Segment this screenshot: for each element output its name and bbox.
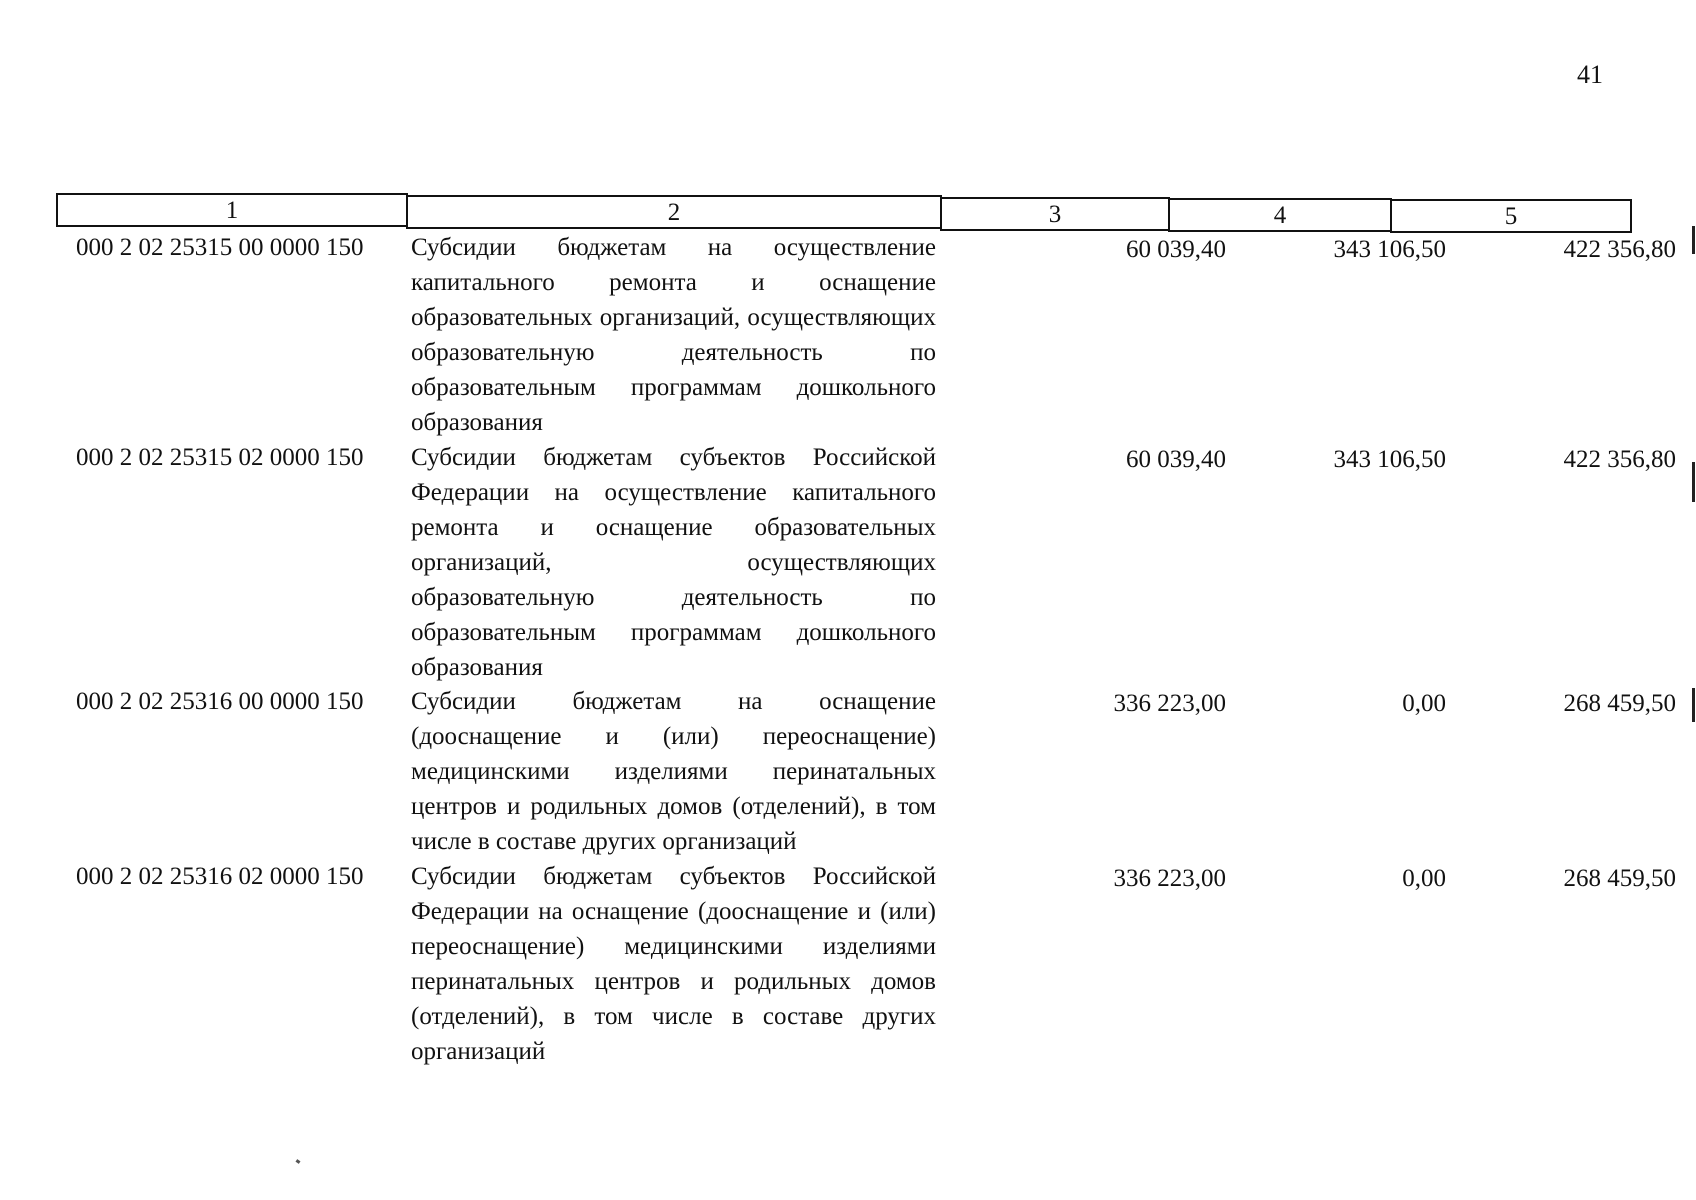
row-value-col5: 268 459,50 (1563, 690, 1676, 717)
row-code: 000 2 02 25315 00 0000 150 (76, 234, 364, 261)
row-value-col4: 343 106,50 (1333, 446, 1446, 473)
row-code: 000 2 02 25316 00 0000 150 (76, 688, 364, 715)
column-header-1: 1 (56, 193, 408, 227)
row-code: 000 2 02 25315 02 0000 150 (76, 444, 364, 471)
page-number: 41 (1577, 60, 1603, 89)
row-value-col5: 268 459,50 (1563, 865, 1676, 892)
row-description: Субсидии бюджетам субъектов Российской Федерации на оснащение (дооснащение и (или) переоснащение) медицинскими изделиями перинатальных центров и родильных домов (отделений), в том числе в составе других организаций (411, 863, 936, 1065)
column-header-5: 5 (1390, 199, 1632, 233)
row-code: 000 2 02 25316 02 0000 150 (76, 863, 364, 890)
column-header-4: 4 (1168, 198, 1392, 232)
column-header-3: 3 (940, 197, 1170, 231)
scan-edge-mark (1692, 226, 1695, 254)
column-header-2: 2 (406, 195, 942, 229)
row-description: Субсидии бюджетам на осуществление капитального ремонта и оснащение образовательных организаций, осуществляющих образовательную деятельность по образовательным программам дошкольного образования (411, 234, 936, 436)
scan-edge-mark (1692, 462, 1695, 502)
row-value-col3: 60 039,40 (1126, 446, 1226, 473)
row-value-col4: 0,00 (1402, 690, 1446, 717)
row-value-col5: 422 356,80 (1563, 446, 1676, 473)
row-value-col4: 0,00 (1402, 865, 1446, 892)
row-value-col5: 422 356,80 (1563, 236, 1676, 263)
row-value-col3: 60 039,40 (1126, 236, 1226, 263)
table-header (56, 193, 1636, 231)
row-value-col3: 336 223,00 (1113, 690, 1226, 717)
row-value-col4: 343 106,50 (1333, 236, 1446, 263)
row-description: Субсидии бюджетам субъектов Российской Федерации на осуществление капитального ремонта и оснащение образовательных организаций, осуществляющих образовательную деятельность по образовательным программам дошкольного образования (411, 444, 936, 681)
row-value-col3: 336 223,00 (1113, 865, 1226, 892)
scan-speck (296, 1159, 301, 1164)
scan-edge-mark (1692, 688, 1695, 722)
row-description: Субсидии бюджетам на оснащение (дооснащение и (или) переоснащение) медицинскими изделиями перинатальных центров и родильных домов (отделений), в том числе в составе других организаций (411, 688, 936, 855)
